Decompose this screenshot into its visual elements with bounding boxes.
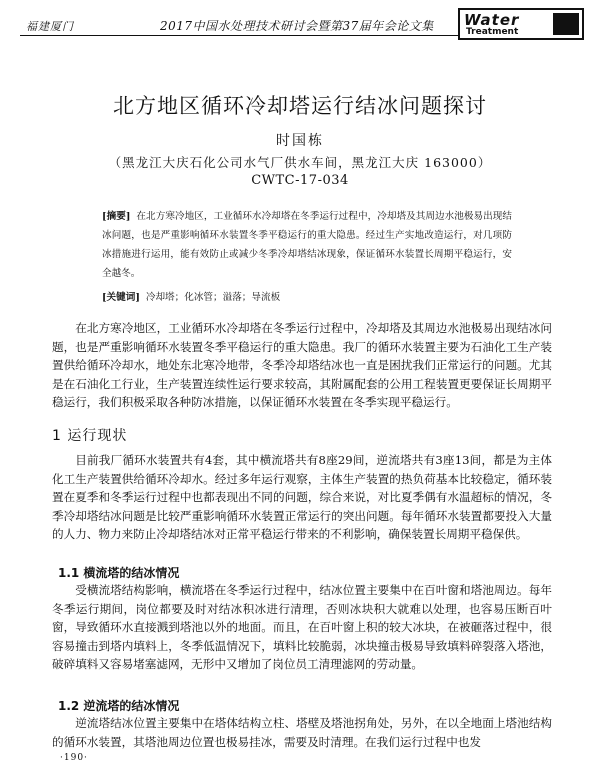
article-title: 北方地区循环冷却塔运行结冰问题探讨	[113, 94, 487, 118]
subsection-1-2-paragraph: 逆流塔结冰位置主要集中在塔体结构立柱、塔壁及塔池拐角处，另外，在以全地面上塔池结构的循环水装置，其塔池周边位置也极易挂冰，需要及时清理。在我们运行过程中也发	[52, 716, 552, 749]
water-treatment-logo	[458, 8, 584, 40]
logo-text-bottom: Treatment	[466, 27, 519, 37]
keywords-tag: [关键词]	[102, 292, 140, 303]
subsection-heading-1-1: 1.1 横流塔的结冰情况	[58, 566, 180, 580]
article-author: 时国栋	[276, 133, 324, 149]
abstract-text: 在北方寒冷地区，工业循环水冷却塔在冬季运行过程中，冷却塔及其周边水池极易出现结冰问题，也是严重影响循环水装置冬季平稳运行的重大隐患。经过生产实地改造运行，对几项防冰措施进行运用，能有效防止或减少冬季冷却塔结冰现象，保证循环水装置长周期平稳运行，安全越冬。	[102, 211, 512, 279]
article-code: CWTC-17-034	[251, 173, 349, 188]
subsection-heading-1-2: 1.2 逆流塔的结冰情况	[58, 699, 180, 713]
article-affiliation: （黑龙江大庆石化公司水气厂供水车间，黑龙江大庆 163000）	[108, 155, 492, 170]
intro-paragraph: 在北方寒冷地区，工业循环水冷却塔在冬季运行过程中，冷却塔及其周边水池极易出现结冰问题，也是严重影响循环水装置冬季平稳运行的重大隐患。我厂的循环水装置主要为石油化工生产装置供给循环冷却水，地处东北寒冷地带，冬季冷却塔结冰也一直是困扰我们正常运行的问题。尤其是在石油化工行业，生产装置连续性运行要求较高，其附属配套的公用工程装置更要保证长周期平稳运行，我们积极采取各种防冰措施，以保证循环水装置在冬季实现平稳运行。	[52, 321, 552, 409]
header-location: 福建厦门	[26, 20, 74, 33]
logo-text-top: Water	[464, 11, 520, 29]
logo-block-icon	[553, 13, 579, 35]
abstract-tag: [摘要]	[102, 211, 131, 222]
page-number: ·190·	[60, 753, 88, 763]
running-header	[0, 0, 600, 44]
keywords	[102, 288, 512, 307]
header-proceedings-title: 2017中国水处理技术研讨会暨第37届年会论文集	[160, 19, 434, 33]
section-heading-1: 1 运行现状	[52, 428, 128, 444]
abstract	[102, 207, 512, 283]
keywords-text: 冷却塔；化冰管；溢落；导流板	[145, 292, 281, 303]
subsection-1-1-paragraph: 受横流塔结构影响，横流塔在冬季运行过程中，结冰位置主要集中在百叶窗和塔池周边。每年冬季运行期间，岗位都要及时对结冰积冰进行清理，否则冰块积大就难以处理，也容易压断百叶窗，导致循环水直接溅到塔池以外的地面。而且，在百叶窗上积的较大冰块，在被砸落过程中，很容易撞击到塔内填料上，冬季低温情况下，填料比较脆弱，冰块撞击极易导致填料碎裂落入塔池，破碎填料又容易堵塞滤网，无形中又增加了岗位员工清理滤网的劳动量。	[52, 583, 552, 671]
section-1-paragraph: 目前我厂循环水装置共有4套，其中横流塔共有8座29间，逆流塔共有3座13间，都是为主体化工生产装置供给循环冷却水。经过多年运行观察，主体生产装置的热负荷基本比较稳定，循环装置在夏季和冬季运行过程中也都表现出不同的问题，综合来说，对比夏季偶有水温超标的情况，冬季冷却塔结冰问题是比较严重影响循环水装置正常运行的突出问题。每年循环水装置都要投入大量的人力、物力来防止冷却塔结冰对正常平稳运行带来的不利影响，确保装置长周期平稳保供。	[52, 453, 552, 541]
